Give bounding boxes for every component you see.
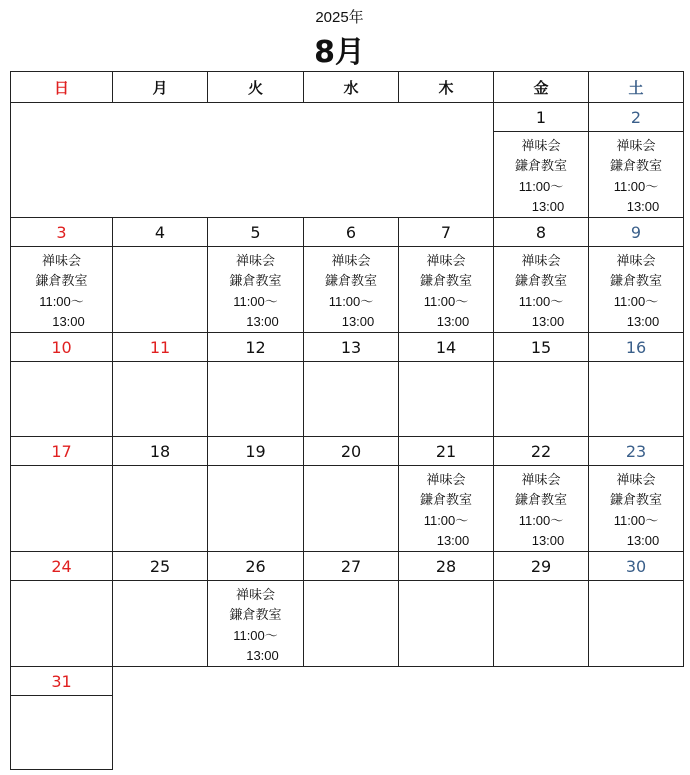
event-end-time: 13:00 (626, 533, 660, 548)
event-cell[interactable] (588, 246, 684, 333)
event-location: 鎌倉教室 (514, 274, 567, 289)
day-number[interactable]: 18 (112, 436, 208, 466)
event-end-time: 13:00 (531, 533, 565, 548)
event-start-time: 11:00〜 (613, 294, 659, 309)
event-title: 禅味会 (616, 473, 656, 488)
event-location: 鎌倉教室 (419, 274, 472, 289)
event-cell[interactable] (398, 246, 494, 333)
day-number[interactable]: 29 (493, 551, 589, 581)
day-cell[interactable] (112, 361, 208, 437)
day-number[interactable]: 1 (493, 102, 589, 132)
event-cell[interactable] (207, 580, 304, 667)
event-title: 禅味会 (616, 139, 656, 154)
event-end-time: 13:00 (246, 648, 279, 663)
day-number[interactable]: 8 (493, 217, 589, 247)
day-cell[interactable] (10, 695, 113, 770)
event-title: 禅味会 (426, 473, 466, 488)
event-start-time: 11:00〜 (423, 513, 469, 528)
day-number[interactable]: 31 (10, 666, 113, 696)
day-number[interactable]: 2 (588, 102, 684, 132)
event-title: 禅味会 (616, 254, 656, 269)
event-start-time: 11:00〜 (518, 294, 564, 309)
event-location: 鎌倉教室 (514, 159, 567, 174)
event-cell[interactable] (493, 465, 589, 552)
day-number[interactable]: 7 (398, 217, 494, 247)
event-end-time: 13:00 (436, 533, 470, 548)
weekday-header: 土 (588, 71, 684, 103)
event-title: 禅味会 (426, 254, 466, 269)
day-cell[interactable] (10, 361, 113, 437)
weekday-header: 日 (10, 71, 113, 103)
day-number[interactable]: 11 (112, 332, 208, 362)
day-cell[interactable] (303, 465, 399, 552)
day-cell[interactable] (398, 580, 494, 667)
event-start-time: 11:00〜 (39, 294, 84, 309)
day-cell[interactable] (303, 361, 399, 437)
event-location: 鎌倉教室 (324, 274, 377, 289)
day-cell[interactable] (112, 246, 208, 333)
day-cell[interactable] (112, 465, 208, 552)
weekday-header: 火 (207, 71, 304, 103)
event-cell[interactable] (207, 246, 304, 333)
event-start-time: 11:00〜 (613, 179, 659, 194)
event-location: 鎌倉教室 (419, 493, 472, 508)
event-start-time: 11:00〜 (233, 294, 278, 309)
event-end-time: 13:00 (626, 199, 660, 214)
day-number[interactable]: 13 (303, 332, 399, 362)
day-cell[interactable] (207, 465, 304, 552)
event-title: 禅味会 (235, 254, 275, 269)
day-number[interactable]: 12 (207, 332, 304, 362)
day-number[interactable]: 28 (398, 551, 494, 581)
event-end-time: 13:00 (531, 314, 565, 329)
weekday-header: 金 (493, 71, 589, 103)
day-cell[interactable] (207, 361, 304, 437)
event-cell[interactable] (588, 465, 684, 552)
event-location: 鎌倉教室 (609, 493, 662, 508)
day-number[interactable]: 4 (112, 217, 208, 247)
weekday-header: 月 (112, 71, 208, 103)
event-end-time: 13:00 (626, 314, 660, 329)
event-location: 鎌倉教室 (35, 274, 88, 289)
event-cell[interactable] (493, 246, 589, 333)
event-end-time: 13:00 (341, 314, 375, 329)
day-number[interactable]: 26 (207, 551, 304, 581)
day-number[interactable]: 16 (588, 332, 684, 362)
calendar-year: 2025年 (315, 9, 364, 26)
event-location: 鎌倉教室 (514, 493, 567, 508)
day-number[interactable]: 17 (10, 436, 113, 466)
empty-cell-block (10, 102, 494, 218)
day-number[interactable]: 20 (303, 436, 399, 466)
event-title: 禅味会 (235, 588, 275, 603)
weekday-header: 木 (398, 71, 494, 103)
event-start-time: 11:00〜 (518, 513, 564, 528)
day-number[interactable]: 21 (398, 436, 494, 466)
event-start-time: 11:00〜 (233, 628, 278, 643)
day-number[interactable]: 27 (303, 551, 399, 581)
event-location: 鎌倉教室 (609, 274, 662, 289)
event-title: 禅味会 (521, 139, 561, 154)
event-cell[interactable] (398, 465, 494, 552)
event-cell[interactable] (588, 131, 684, 218)
event-title: 禅味会 (521, 473, 561, 488)
day-cell[interactable] (10, 580, 113, 667)
day-number[interactable]: 10 (10, 332, 113, 362)
day-cell[interactable] (493, 580, 589, 667)
day-cell[interactable] (398, 361, 494, 437)
day-number[interactable]: 3 (10, 217, 113, 247)
day-number[interactable]: 23 (588, 436, 684, 466)
event-cell[interactable] (493, 131, 589, 218)
event-start-time: 11:00〜 (328, 294, 374, 309)
event-end-time: 13:00 (52, 314, 85, 329)
event-location: 鎌倉教室 (229, 274, 282, 289)
day-cell[interactable] (112, 580, 208, 667)
day-cell[interactable] (588, 580, 684, 667)
event-location: 鎌倉教室 (229, 608, 282, 623)
event-title: 禅味会 (41, 254, 81, 269)
event-end-time: 13:00 (246, 314, 279, 329)
calendar-month: 8月 (314, 35, 365, 70)
event-location: 鎌倉教室 (609, 159, 662, 174)
event-start-time: 11:00〜 (423, 294, 469, 309)
event-start-time: 11:00〜 (518, 179, 564, 194)
event-title: 禅味会 (521, 254, 561, 269)
day-number[interactable]: 14 (398, 332, 494, 362)
event-title: 禅味会 (331, 254, 371, 269)
day-cell[interactable] (493, 361, 589, 437)
day-cell[interactable] (588, 361, 684, 437)
event-cell[interactable] (303, 246, 399, 333)
day-number[interactable]: 15 (493, 332, 589, 362)
event-end-time: 13:00 (436, 314, 470, 329)
day-number[interactable]: 19 (207, 436, 304, 466)
day-number[interactable]: 22 (493, 436, 589, 466)
event-end-time: 13:00 (531, 199, 565, 214)
day-number[interactable]: 30 (588, 551, 684, 581)
day-number[interactable]: 6 (303, 217, 399, 247)
event-start-time: 11:00〜 (613, 513, 659, 528)
day-cell[interactable] (10, 465, 113, 552)
day-number[interactable]: 9 (588, 217, 684, 247)
day-cell[interactable] (303, 580, 399, 667)
weekday-header: 水 (303, 71, 399, 103)
event-cell[interactable] (10, 246, 113, 333)
day-number[interactable]: 24 (10, 551, 113, 581)
day-number[interactable]: 5 (207, 217, 304, 247)
day-number[interactable]: 25 (112, 551, 208, 581)
